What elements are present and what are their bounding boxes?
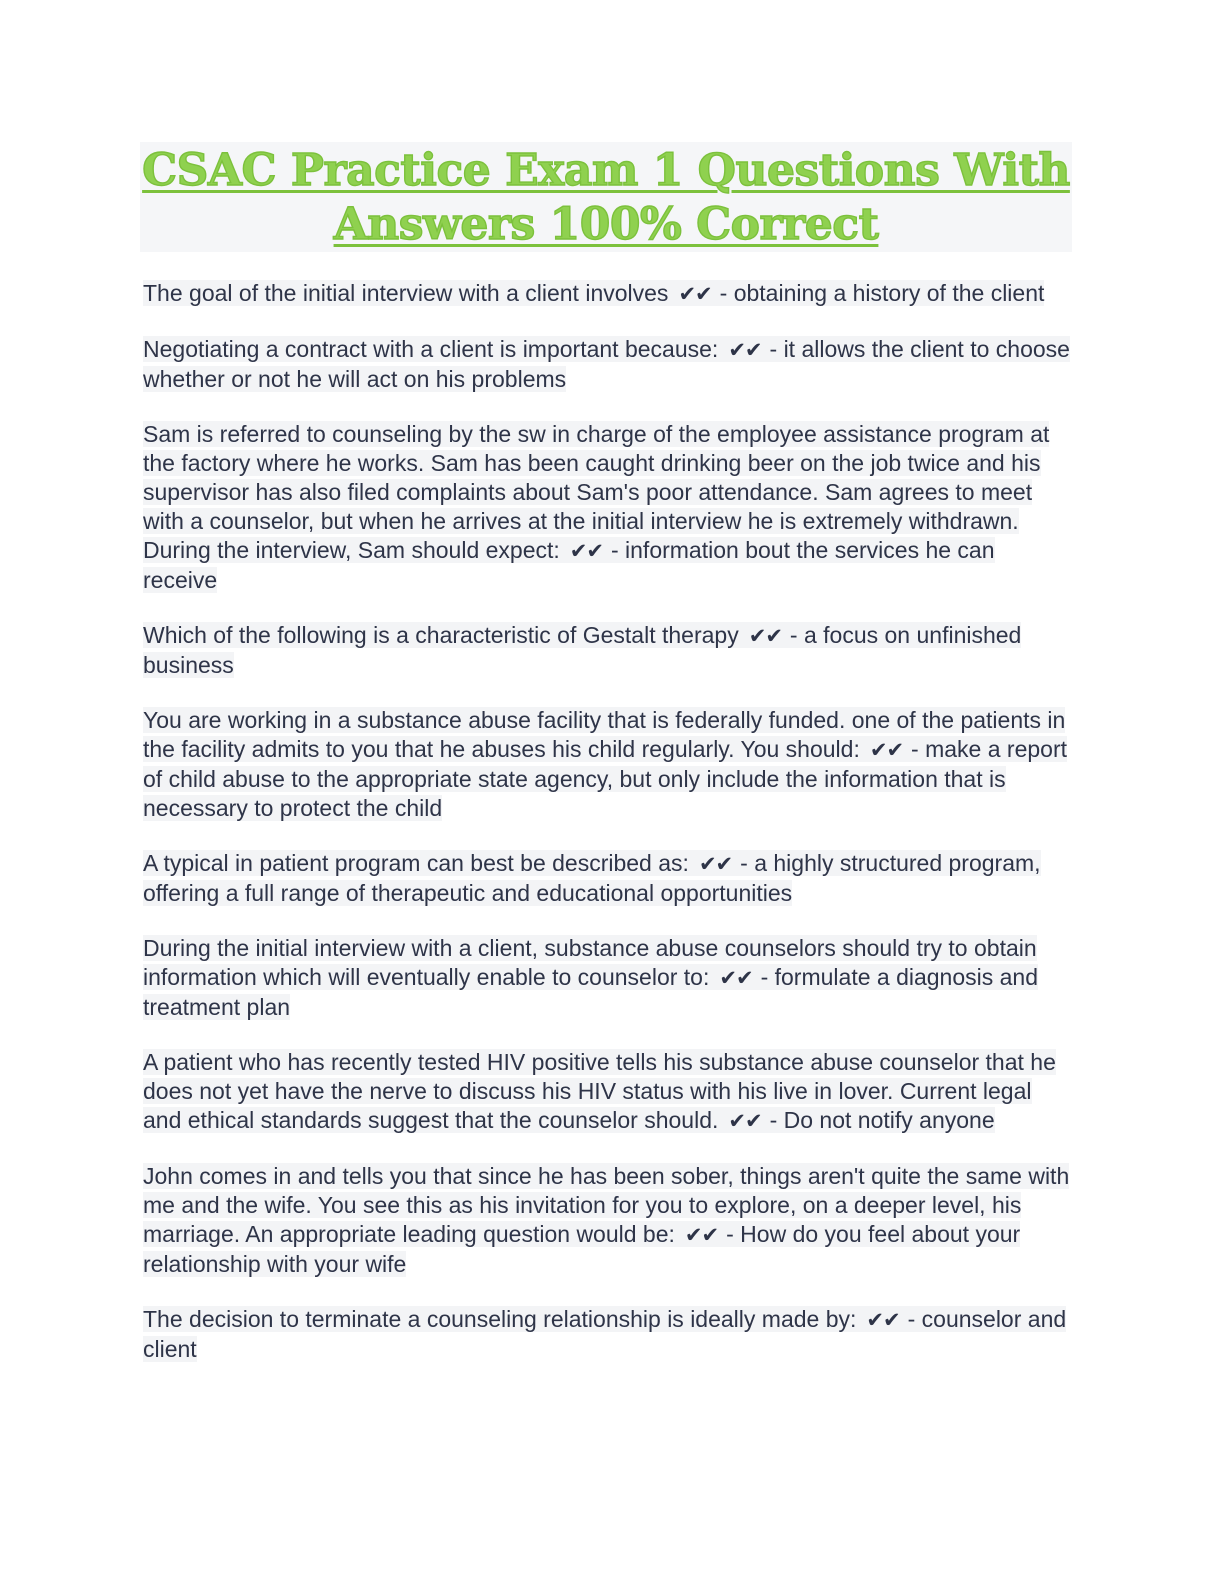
answer-text: - counselor and client bbox=[143, 1306, 1067, 1362]
qa-item bbox=[143, 621, 1073, 680]
qa-item bbox=[143, 335, 1073, 394]
question-answer-list bbox=[143, 279, 1073, 1390]
double-check-icon: ✔✔ bbox=[678, 282, 712, 306]
double-check-icon: ✔✔ bbox=[866, 1308, 900, 1332]
page-title-line-1: CSAC Practice Exam 1 Questions With bbox=[142, 145, 1070, 196]
answer-text: - How do you feel about your relationship with your wife bbox=[143, 1221, 1021, 1277]
qa-item bbox=[143, 420, 1073, 595]
qa-item bbox=[143, 1305, 1073, 1364]
double-check-icon: ✔✔ bbox=[698, 852, 733, 876]
title-banner bbox=[140, 142, 1072, 252]
question-text: A patient who has recently tested HIV positive tells his substance abuse counselor that he does not yet have the nerve to discuss his HIV status with his live in lover. Current legal and ethical standards suggest that the counselor should. bbox=[143, 1049, 1056, 1133]
answer-text: - information bout the services he can receive bbox=[143, 537, 995, 593]
question-text: The decision to terminate a counseling relationship is ideally made by: bbox=[143, 1306, 857, 1332]
answer-text: - obtaining a history of the client bbox=[719, 280, 1045, 306]
question-text: The goal of the initial interview with a client involves bbox=[143, 280, 669, 306]
question-text: Negotiating a contract with a client is important because: bbox=[143, 336, 719, 362]
qa-item bbox=[143, 849, 1073, 908]
answer-text: - Do not notify anyone bbox=[769, 1107, 995, 1133]
double-check-icon: ✔✔ bbox=[869, 738, 904, 762]
qa-item bbox=[143, 706, 1073, 823]
page-title-line-2: Answers 100% Correct bbox=[333, 199, 879, 250]
question-text: John comes in and tells you that since he has been sober, things aren't quite the same with me and the wife. You see this as his invitation for you to explore, on a deeper level, his marriage. An appropriate leading question would be: bbox=[143, 1163, 1070, 1247]
qa-item bbox=[143, 1048, 1073, 1136]
answer-text: - make a report of child abuse to the appropriate state agency, but only include the information that is necessary to protect the child bbox=[143, 736, 1067, 821]
double-check-icon: ✔✔ bbox=[684, 1223, 719, 1247]
answer-text: - a highly structured program, offering a full range of therapeutic and educational opportunities bbox=[143, 850, 1041, 906]
double-check-icon: ✔✔ bbox=[728, 338, 762, 362]
double-check-icon: ✔✔ bbox=[748, 624, 782, 648]
question-text: A typical in patient program can best be described as: bbox=[143, 850, 689, 876]
qa-item bbox=[143, 934, 1073, 1022]
question-text: During the initial interview with a client, substance abuse counselors should try to obtain information which will eventually enable to counselor to: bbox=[143, 935, 1037, 990]
double-check-icon: ✔✔ bbox=[728, 1109, 762, 1133]
qa-item bbox=[143, 1162, 1073, 1279]
answer-text: - formulate a diagnosis and treatment plan bbox=[143, 964, 1039, 1020]
answer-text: - a focus on unfinished business bbox=[143, 622, 1022, 678]
question-text: Sam is referred to counseling by the sw in charge of the employee assistance program at the factory where he works. Sam has been caught drinking beer on the job twice and his supervisor has also filed complaints about Sam's poor attendance. Sam agrees to meet with a counselor, but when he arrives at the initial interview he is extremely withdrawn. During the interview, Sam should expect: bbox=[143, 421, 1050, 563]
double-check-icon: ✔✔ bbox=[719, 966, 753, 990]
question-text: You are working in a substance abuse facility that is federally funded. one of the patients in the facility admits to you that he abuses his child regularly. You should: bbox=[143, 707, 1066, 762]
qa-item bbox=[143, 279, 1073, 309]
answer-text: - it allows the client to choose whether or not he will act on his problems bbox=[143, 336, 1070, 392]
double-check-icon: ✔✔ bbox=[569, 539, 603, 563]
question-text: Which of the following is a characteristic of Gestalt therapy bbox=[143, 622, 739, 648]
